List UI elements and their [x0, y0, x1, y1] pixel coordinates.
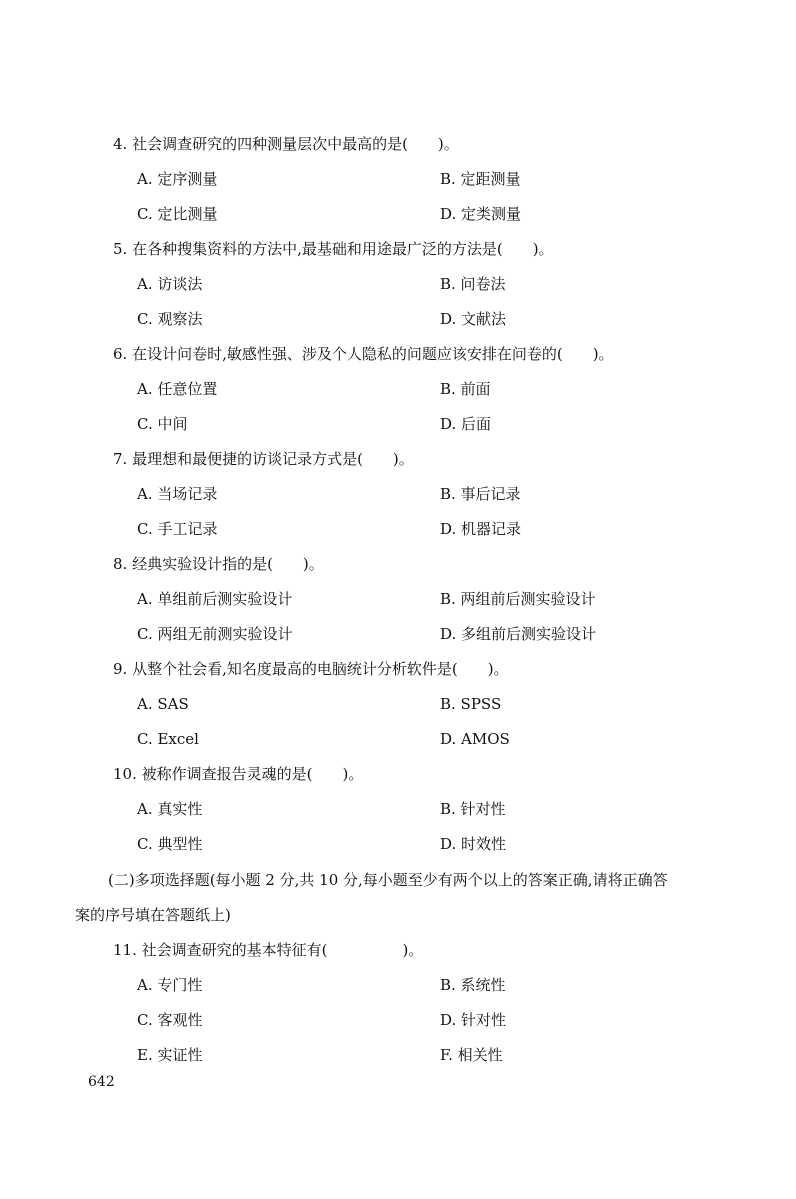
q9-option-a: A. SAS: [137, 695, 189, 713]
q7-option-c: C. 手工记录: [137, 520, 218, 538]
q6-option-b: B. 前面: [440, 380, 491, 398]
section-heading-line2: 案的序号填在答题纸上): [75, 906, 231, 924]
q9-option-d: D. AMOS: [440, 730, 510, 748]
q6-option-d: D. 后面: [440, 415, 492, 433]
section-heading-line1: (二)多项选择题(每小题 2 分,共 10 分,每小题至少有两个以上的答案正确,请将正确答: [108, 871, 668, 889]
q5-option-c: C. 观察法: [137, 310, 203, 328]
q11-option-a: A. 专门性: [137, 976, 203, 994]
q8-option-d: D. 多组前后测实验设计: [440, 625, 597, 643]
q11-option-f: F. 相关性: [440, 1046, 503, 1064]
q7-option-d: D. 机器记录: [440, 520, 522, 538]
page-number: 642: [88, 1074, 115, 1090]
q10-option-c: C. 典型性: [137, 835, 203, 853]
q8-option-b: B. 两组前后测实验设计: [440, 590, 596, 608]
question-5-stem: 5. 在各种搜集资料的方法中,最基础和用途最广泛的方法是( )。: [113, 240, 554, 258]
question-4-stem: 4. 社会调查研究的四种测量层次中最高的是( )。: [113, 135, 459, 153]
q5-option-a: A. 访谈法: [137, 275, 203, 293]
question-7-stem: 7. 最理想和最便捷的访谈记录方式是( )。: [113, 450, 414, 468]
q4-option-c: C. 定比测量: [137, 205, 218, 223]
question-8-stem: 8. 经典实验设计指的是( )。: [113, 555, 324, 573]
q8-option-c: C. 两组无前测实验设计: [137, 625, 293, 643]
q6-option-c: C. 中间: [137, 415, 188, 433]
q10-option-a: A. 真实性: [137, 800, 203, 818]
q11-option-d: D. 针对性: [440, 1011, 507, 1029]
q5-option-d: D. 文献法: [440, 310, 507, 328]
q5-option-b: B. 问卷法: [440, 275, 506, 293]
q9-option-b: B. SPSS: [440, 695, 502, 713]
q10-option-d: D. 时效性: [440, 835, 507, 853]
q4-option-a: A. 定序测量: [137, 170, 218, 188]
q11-option-c: C. 客观性: [137, 1011, 203, 1029]
q9-option-c: C. Excel: [137, 730, 199, 748]
q10-option-b: B. 针对性: [440, 800, 506, 818]
q8-option-a: A. 单组前后测实验设计: [137, 590, 293, 608]
q4-option-d: D. 定类测量: [440, 205, 522, 223]
q7-option-a: A. 当场记录: [137, 485, 218, 503]
q7-option-b: B. 事后记录: [440, 485, 521, 503]
question-6-stem: 6. 在设计问卷时,敏感性强、涉及个人隐私的问题应该安排在问卷的( )。: [113, 345, 614, 363]
question-11-stem: 11. 社会调查研究的基本特征有( )。: [113, 941, 424, 959]
q11-option-b: B. 系统性: [440, 976, 506, 994]
q4-option-b: B. 定距测量: [440, 170, 521, 188]
question-10-stem: 10. 被称作调查报告灵魂的是( )。: [113, 765, 364, 783]
q6-option-a: A. 任意位置: [137, 380, 218, 398]
question-9-stem: 9. 从整个社会看,知名度最高的电脑统计分析软件是( )。: [113, 660, 509, 678]
q11-option-e: E. 实证性: [137, 1046, 203, 1064]
